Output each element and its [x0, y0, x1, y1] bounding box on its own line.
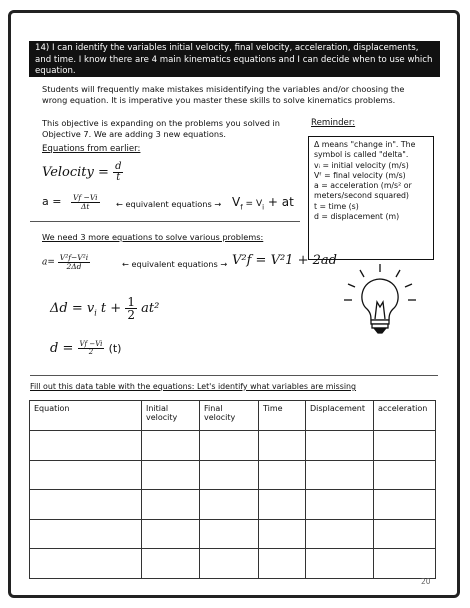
table-cell[interactable] — [259, 519, 306, 549]
table-cell[interactable] — [142, 460, 200, 490]
table-cell[interactable] — [142, 549, 200, 579]
page-number: 20 — [421, 577, 431, 586]
average-displacement-equation — [50, 341, 121, 356]
table-row — [30, 460, 436, 490]
table-cell[interactable] — [259, 460, 306, 490]
vf-tail: + at — [264, 195, 294, 209]
table-cell[interactable] — [30, 549, 142, 579]
accel-numerator: Vf −Vi — [72, 193, 98, 202]
table-row — [30, 431, 436, 461]
table-cell[interactable] — [200, 519, 259, 549]
disp-half — [125, 296, 137, 321]
table-instruction: Fill out this data table with the equations: Let's identify what variables are missing — [30, 382, 357, 391]
velocity-denominator: t — [116, 172, 121, 183]
reminder-line: symbol is called "delta". — [314, 150, 409, 160]
reminder-line: a = acceleration (m/s² or — [314, 181, 412, 191]
reminder-line: vᵢ = initial velocity (m/s) — [314, 160, 409, 170]
header-acceleration: acceleration — [374, 401, 436, 431]
accel2-numerator: V²f−V²i — [59, 253, 89, 262]
reminder-title: Reminder: — [311, 118, 356, 128]
velocity-equation — [42, 162, 123, 183]
table-cell[interactable] — [374, 519, 436, 549]
reminder-line: Δ means "change in". The — [314, 140, 416, 149]
table-cell[interactable] — [306, 519, 374, 549]
table-cell[interactable] — [306, 490, 374, 520]
header-initial-velocity: Initial velocity — [142, 401, 200, 431]
table-cell[interactable] — [374, 490, 436, 520]
table-cell[interactable] — [142, 431, 200, 461]
earlier-title: Equations from earlier: — [42, 144, 141, 154]
disp-lhs: Δd = v — [50, 301, 95, 316]
objective-header — [29, 41, 440, 77]
vi-subscript: i — [262, 203, 265, 212]
d-tail: (t) — [108, 342, 122, 355]
reminder-line: d = displacement (m) — [314, 212, 400, 222]
table-cell[interactable] — [30, 490, 142, 520]
d-denominator: 2 — [88, 348, 94, 356]
table-row — [30, 519, 436, 549]
table-cell[interactable] — [306, 460, 374, 490]
table-header-row — [30, 401, 436, 431]
table-cell[interactable] — [200, 490, 259, 520]
accel2-denominator: 2Δd — [66, 261, 82, 271]
table-cell[interactable] — [374, 549, 436, 579]
accel-denominator: Δt — [81, 201, 90, 211]
reminder-line: t = time (s) — [314, 201, 359, 211]
table-cell[interactable] — [259, 549, 306, 579]
table-cell[interactable] — [30, 519, 142, 549]
table-cell[interactable] — [374, 460, 436, 490]
section-divider — [30, 221, 300, 222]
d-fraction — [78, 341, 105, 356]
table-cell[interactable] — [200, 431, 259, 461]
table-cell[interactable] — [200, 460, 259, 490]
table-cell[interactable] — [306, 549, 374, 579]
velocity-equals: = — [98, 165, 109, 180]
disp-vi-sub: i — [94, 308, 97, 318]
table-cell[interactable] — [30, 460, 142, 490]
accel2-lhs: a= — [42, 257, 55, 268]
vf-subscript: f — [240, 203, 243, 212]
table-cell[interactable] — [259, 490, 306, 520]
velocity-fraction — [113, 162, 123, 183]
final-velocity-equation — [232, 195, 294, 211]
equivalent-label-1: ← equivalent equations → — [116, 199, 222, 209]
table-cell[interactable] — [30, 431, 142, 461]
disp-half-den: 2 — [127, 308, 135, 322]
accel2-fraction — [58, 254, 90, 270]
table-cell[interactable] — [259, 431, 306, 461]
lightbulb-icon — [340, 262, 420, 336]
accel-squared-equation — [42, 254, 90, 270]
velocity-word: Velocity — [42, 165, 94, 180]
disp-mid: t + — [100, 301, 122, 316]
reminder-line: Vᶠ = final velocity (m/s) — [314, 170, 406, 180]
disp-half-num: 1 — [127, 295, 135, 309]
table-divider — [30, 375, 438, 376]
table-cell[interactable] — [374, 431, 436, 461]
velocity-numerator: d — [115, 161, 122, 172]
d-lhs: d = — [50, 341, 74, 356]
table-row — [30, 490, 436, 520]
variables-table — [29, 400, 436, 579]
table-cell[interactable] — [306, 431, 374, 461]
vf-equals-vi: = V — [242, 199, 263, 209]
accel-lhs: a = — [42, 195, 62, 208]
table-cell[interactable] — [200, 549, 259, 579]
header-time: Time — [259, 401, 306, 431]
reminder-line: meters/second squared) — [314, 191, 409, 201]
more-title: We need 3 more equations to solve various problems: — [42, 232, 264, 242]
table-row — [30, 549, 436, 579]
header-equation: Equation — [30, 401, 142, 431]
accel-fraction — [71, 194, 100, 210]
vf-symbol: V — [232, 195, 241, 209]
objective-header-text: 14) I can identify the variables initial velocity, final velocity, acceleration, displacements, and time. I know there are 4 main kinematics equations and I can decide when to use which equation. — [35, 43, 433, 76]
objective-paragraph: This objective is expanding on the problems you solved in Objective 7. We are adding 3 new equations. — [42, 118, 280, 139]
reminder-box — [308, 136, 434, 260]
disp-tail: at² — [141, 301, 160, 316]
header-final-velocity: Final velocity — [200, 401, 259, 431]
d-numerator: Vf −Vi — [79, 340, 103, 348]
vf-squared-equation: V²f = V²1 + 2ad — [232, 253, 337, 268]
table-cell[interactable] — [142, 490, 200, 520]
table-cell[interactable] — [142, 519, 200, 549]
intro-paragraph: Students will frequently make mistakes misidentifying the variables and/or choosing the wrong equation. It is imperative you master these skills to solve kinematics problems. — [42, 84, 405, 105]
displacement-equation — [50, 296, 159, 321]
header-displacement: Displacement — [306, 401, 374, 431]
equivalent-label-2: ← equivalent equations → — [122, 259, 228, 269]
acceleration-equation — [42, 194, 100, 210]
